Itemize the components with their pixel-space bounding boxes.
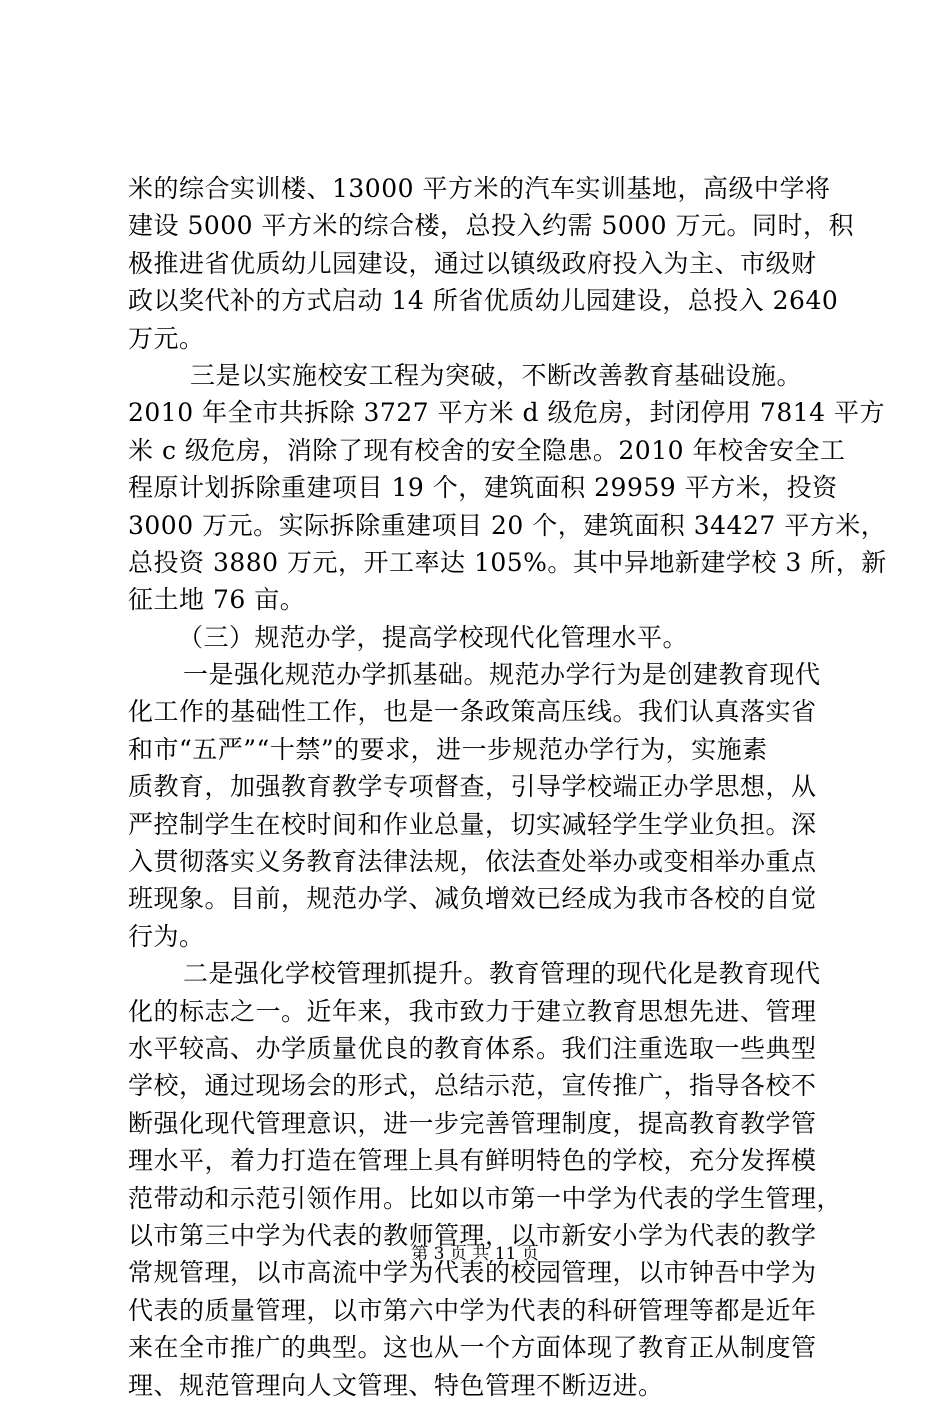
text-line: 理、规范管理向人文管理、特色管理不断迈进。 <box>128 1370 664 1400</box>
text-line: 严控制学生在校时间和作业总量，切实减轻学生学业负担。深 <box>128 809 817 839</box>
text-line: 水平较高、办学质量优良的教育体系。我们注重选取一些典型 <box>128 1033 817 1063</box>
text-line: 3000 万元。实际拆除重建项目 20 个，建筑面积 34427 平方米， <box>128 510 887 540</box>
text-line: 总投资 3880 万元，开工率达 105%。其中异地新建学校 3 所，新 <box>128 547 887 577</box>
text-line: 化的标志之一。近年来，我市致力于建立教育思想先进、管理 <box>128 996 817 1026</box>
text-line: 断强化现代管理意识，进一步完善管理制度，提高教育教学管 <box>128 1108 817 1138</box>
text-line: 2010 年全市共拆除 3727 平方米 d 级危房，封闭停用 7814 平方 <box>128 398 886 428</box>
text-line: 政以奖代补的方式启动 14 所省优质幼儿园建设，总投入 2640 <box>128 286 839 316</box>
text-line: 建设 5000 平方米的综合楼，总投入约需 5000 万元。同时，积 <box>128 211 855 241</box>
section-heading: （三）规范办学，提高学校现代化管理水平。 <box>178 622 689 652</box>
text-line: 质教育，加强教育教学专项督查，引导学校端正办学思想，从 <box>128 772 817 802</box>
text-line: 万元。 <box>128 323 205 353</box>
document-body <box>128 170 887 1404</box>
text-line: 理水平，着力打造在管理上具有鲜明特色的学校，充分发挥模 <box>128 1146 817 1176</box>
text-line: 化工作的基础性工作，也是一条政策高压线。我们认真落实省 <box>128 697 817 727</box>
text-line: 代表的质量管理，以市第六中学为代表的科研管理等都是近年 <box>128 1295 817 1325</box>
text-line: 米的综合实训楼、13000 平方米的汽车实训基地，高级中学将 <box>128 174 831 203</box>
text-line: 征土地 76 亩。 <box>128 585 306 615</box>
paragraph-start-line: 一是强化规范办学抓基础。规范办学行为是创建教育现代 <box>183 660 821 690</box>
text-line: 来在全市推广的典型。这也从一个方面体现了教育正从制度管 <box>128 1333 817 1363</box>
text-line: 入贯彻落实义务教育法律法规，依法查处举办或变相举办重点 <box>128 847 817 877</box>
text-line: 常规管理，以市高流中学为代表的校园管理，以市钟吾中学为 <box>128 1258 817 1288</box>
paragraph-start-line: 三是以实施校安工程为突破，不断改善教育基础设施。 <box>190 360 803 390</box>
paragraph-start-line: 二是强化学校管理抓提升。教育管理的现代化是教育现代 <box>183 959 821 989</box>
text-line: 极推进省优质幼儿园建设，通过以镇级政府投入为主、市级财 <box>128 248 817 278</box>
text-line: 米 c 级危房，消除了现有校舍的安全隐患。2010 年校舍安全工 <box>128 435 846 465</box>
text-line: 范带动和示范引领作用。比如以市第一中学为代表的学生管理， <box>128 1183 843 1213</box>
text-line: 和市“五严”“十禁”的要求，进一步规范办学行为，实施素 <box>128 734 768 764</box>
page-number-footer: 第 3 页 共 11 页 <box>411 1244 539 1264</box>
text-line: 以市第三中学为代表的教师管理，以市新安小学为代表的教学 <box>128 1220 817 1250</box>
text-line: 班现象。目前，规范办学、减负增效已经成为我市各校的自觉 <box>128 884 817 914</box>
text-line: 学校，通过现场会的形式，总结示范，宣传推广，指导各校不 <box>128 1071 817 1101</box>
text-line: 程原计划拆除重建项目 19 个，建筑面积 29959 平方米，投资 <box>128 473 838 503</box>
text-line: 行为。 <box>128 921 205 951</box>
